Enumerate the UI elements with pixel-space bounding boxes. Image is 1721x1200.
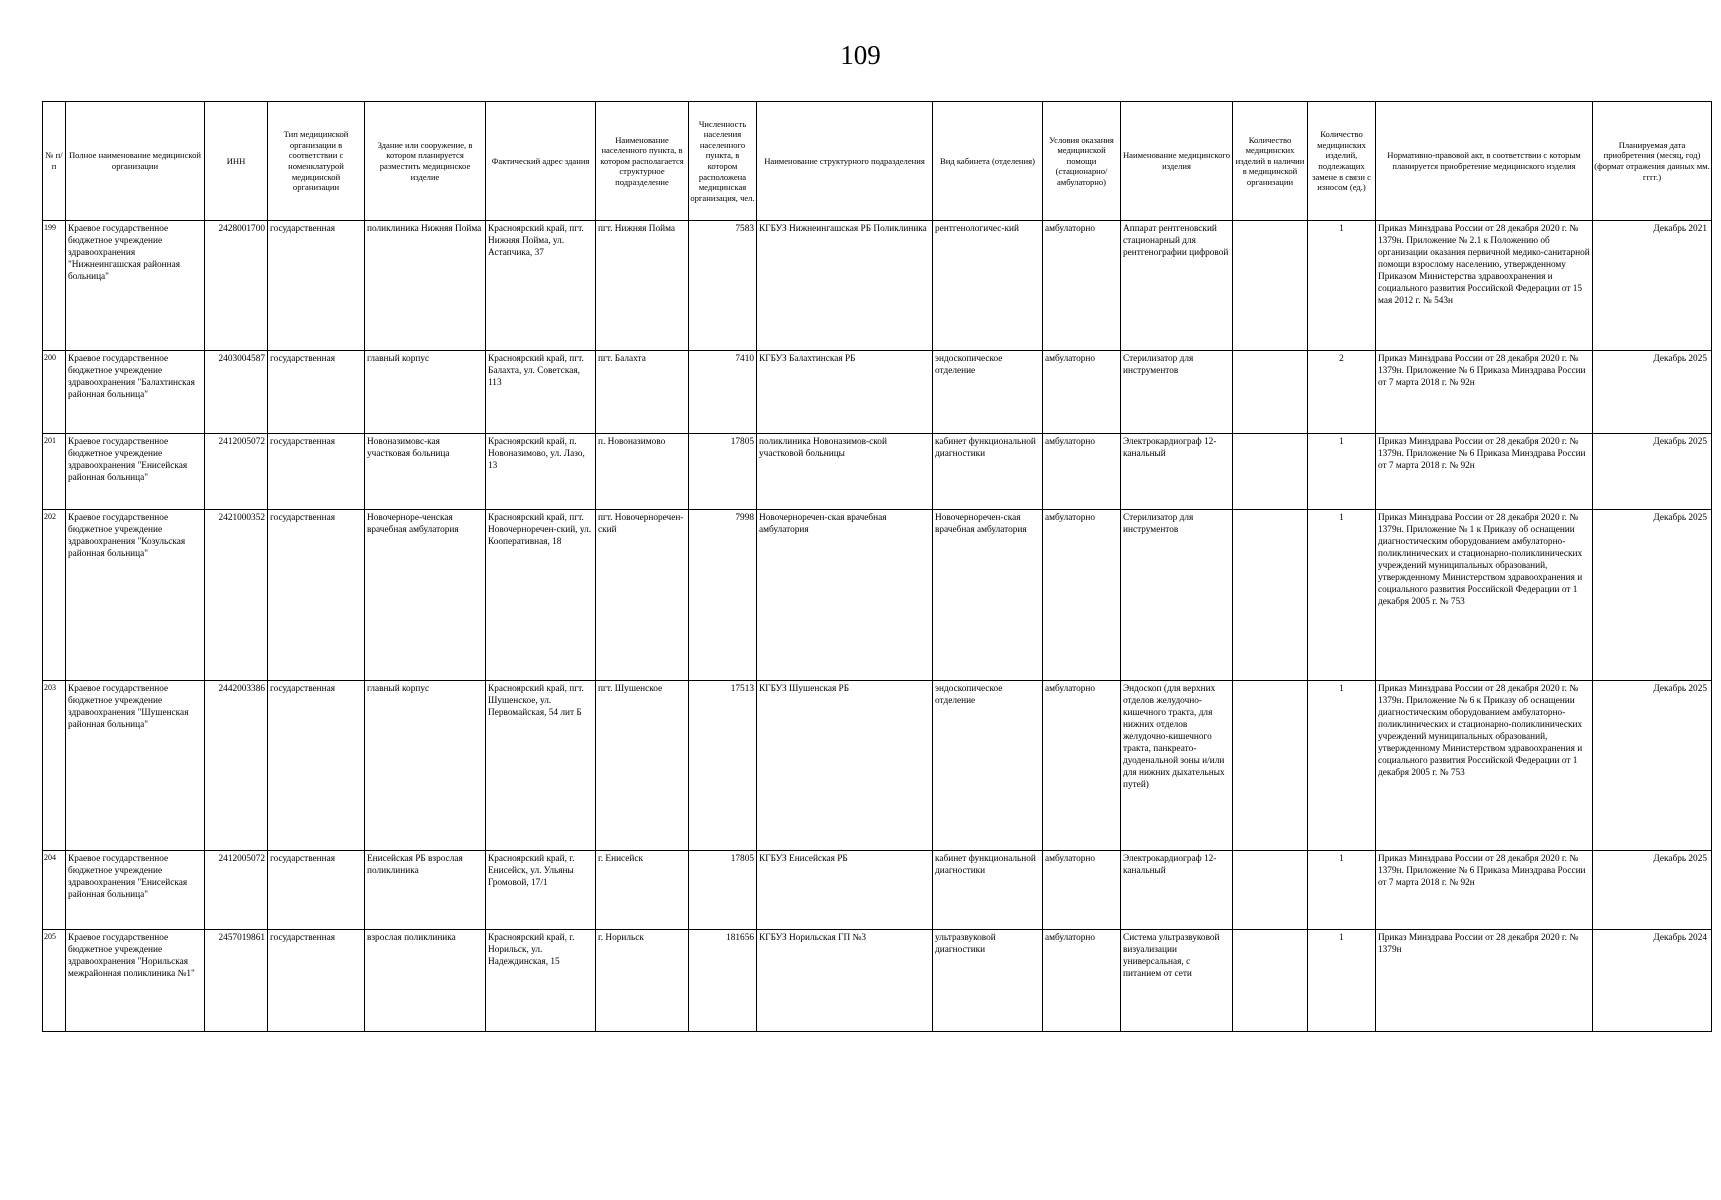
locality: пгт. Балахта (596, 351, 689, 434)
row-number: 199 (43, 221, 66, 351)
org-name: Краевое государственное бюджетное учреждение здравоохранения "Балахтинская районная больница" (66, 351, 205, 434)
planned-date: Декабрь 2025 (1593, 510, 1712, 681)
header-cell: № п/п (43, 102, 66, 221)
table-row (43, 930, 1712, 1032)
population: 7583 (689, 221, 757, 351)
header-cell: Наименование структурного подразделения (757, 102, 933, 221)
org-type: государственная (268, 351, 365, 434)
unit: поликлиника Новоназимов-ской участковой больницы (757, 434, 933, 510)
unit: КГБУЗ Балахтинская РБ (757, 351, 933, 434)
replace-count: 2 (1308, 351, 1376, 434)
row-number: 201 (43, 434, 66, 510)
legal-act: Приказ Минздрава России от 28 декабря 2020 г. № 1379н. Приложение № 6 к Приказу об оснащении диагностическим оборудованием амбулаторно-поликлинических и стационарно-поликлинических учреждений муниципальных образований, утвержденному Министерством здравоохранения и социального развития Российской Федерации от 1 декабря 2005 г. № 753 (1376, 681, 1593, 851)
row-number: 202 (43, 510, 66, 681)
org-name: Краевое государственное бюджетное учреждение здравоохранения "Козульская районная больница" (66, 510, 205, 681)
conditions: амбулаторно (1043, 681, 1121, 851)
org-type: государственная (268, 221, 365, 351)
address: Красноярский край, пгт. Новочерноречен-ский, ул. Кооперативная, 18 (486, 510, 596, 681)
building: взрослая поликлиника (365, 930, 486, 1032)
conditions: амбулаторно (1043, 930, 1121, 1032)
replace-count: 1 (1308, 930, 1376, 1032)
address: Красноярский край, г. Норильск, ул. Надеждинская, 15 (486, 930, 596, 1032)
inn: 2403004587 (205, 351, 268, 434)
device: Стерилизатор для инструментов (1121, 351, 1233, 434)
available-count (1233, 851, 1308, 930)
header-cell: Здание или сооружение, в котором планируется разместить медицинское изделие (365, 102, 486, 221)
unit: КГБУЗ Енисейская РБ (757, 851, 933, 930)
address: Красноярский край, г. Енисейск, ул. Ульяны Громовой, 17/1 (486, 851, 596, 930)
header-cell: Нормативно-правовой акт, в соответствии с которым планируется приобретение медицинского изделия (1376, 102, 1593, 221)
unit: КГБУЗ Норильская ГП №3 (757, 930, 933, 1032)
table-row (43, 851, 1712, 930)
available-count (1233, 351, 1308, 434)
address: Красноярский край, пгт. Шушенское, ул. Первомайская, 54 лит Б (486, 681, 596, 851)
cabinet: эндоскопическое отделение (933, 351, 1043, 434)
cabinet: ультразвуковой диагностики (933, 930, 1043, 1032)
device: Эндоскоп (для верхних отделов желудочно-кишечного тракта, для нижних отделов желудочно-кишечного тракта, панкреато-дуоденальной зоны и/или для нижних дыхательных путей) (1121, 681, 1233, 851)
planned-date: Декабрь 2025 (1593, 851, 1712, 930)
unit: КГБУЗ Нижнеингашская РБ Поликлиника (757, 221, 933, 351)
header-cell: Планируемая дата приобретения (месяц, год) (формат отражения данных мм. гггг.) (1593, 102, 1712, 221)
conditions: амбулаторно (1043, 434, 1121, 510)
header-cell: Наименование населенного пункта, в котором располагается структурное подразделение (596, 102, 689, 221)
device: Аппарат рентгеновский стационарный для рентгенографии цифровой (1121, 221, 1233, 351)
population: 17513 (689, 681, 757, 851)
conditions: амбулаторно (1043, 851, 1121, 930)
address: Красноярский край, пгт. Нижняя Пойма, ул. Астапчика, 37 (486, 221, 596, 351)
cabinet: кабинет функциональной диагностики (933, 434, 1043, 510)
header-cell: Полное наименование медицинской организации (66, 102, 205, 221)
org-name: Краевое государственное бюджетное учреждение здравоохранения "Енисейская районная больница" (66, 851, 205, 930)
locality: п. Новоназимово (596, 434, 689, 510)
device: Электрокардиограф 12-канальный (1121, 434, 1233, 510)
building: Новоназимовс-кая участковая больница (365, 434, 486, 510)
device: Электрокардиограф 12-канальный (1121, 851, 1233, 930)
org-name: Краевое государственное бюджетное учреждение здравоохранения "Енисейская районная больница" (66, 434, 205, 510)
planned-date: Декабрь 2025 (1593, 351, 1712, 434)
building: Енисейская РБ взрослая поликлиника (365, 851, 486, 930)
org-type: государственная (268, 510, 365, 681)
inn: 2421000352 (205, 510, 268, 681)
table-row (43, 221, 1712, 351)
row-number: 203 (43, 681, 66, 851)
header-cell: Наименование медицинского изделия (1121, 102, 1233, 221)
legal-act: Приказ Минздрава России от 28 декабря 2020 г. № 1379н. Приложение № 2.1 к Положению об организации оказания первичной медико-санитарной помощи взрослому населению, утвержденному Приказом Министерства здравоохранения и социального развития Российской Федерации от 15 мая 2012 г. № 543н (1376, 221, 1593, 351)
available-count (1233, 221, 1308, 351)
org-type: государственная (268, 851, 365, 930)
table-row (43, 351, 1712, 434)
table-row (43, 510, 1712, 681)
header-cell: Условия оказания медицинской помощи (стационарно/ амбулаторно) (1043, 102, 1121, 221)
replace-count: 1 (1308, 681, 1376, 851)
population: 17805 (689, 851, 757, 930)
available-count (1233, 510, 1308, 681)
inn: 2412005072 (205, 434, 268, 510)
planned-date: Декабрь 2025 (1593, 434, 1712, 510)
population: 17805 (689, 434, 757, 510)
locality: г. Енисейск (596, 851, 689, 930)
cabinet: эндоскопическое отделение (933, 681, 1043, 851)
inn: 2442003386 (205, 681, 268, 851)
cabinet: рентгенологичес-кий (933, 221, 1043, 351)
legal-act: Приказ Минздрава России от 28 декабря 2020 г. № 1379н. Приложение № 6 Приказа Минздрава России от 7 марта 2018 г. № 92н (1376, 434, 1593, 510)
header-cell: Вид кабинета (отделения) (933, 102, 1043, 221)
population: 7998 (689, 510, 757, 681)
planned-date: Декабрь 2021 (1593, 221, 1712, 351)
address: Красноярский край, пгт. Балахта, ул. Советская, 113 (486, 351, 596, 434)
table-row (43, 681, 1712, 851)
inn: 2412005072 (205, 851, 268, 930)
population: 7410 (689, 351, 757, 434)
org-name: Краевое государственное бюджетное учреждение здравоохранения "Норильская межрайонная поликлиника №1" (66, 930, 205, 1032)
cabinet: кабинет функциональной диагностики (933, 851, 1043, 930)
building: главный корпус (365, 351, 486, 434)
equipment-table (42, 101, 1712, 1032)
device: Система ультразвуковой визуализации универсальная, с питанием от сети (1121, 930, 1233, 1032)
unit: КГБУЗ Шушенская РБ (757, 681, 933, 851)
cabinet: Новочерноречен-ская врачебная амбулатория (933, 510, 1043, 681)
replace-count: 1 (1308, 510, 1376, 681)
org-type: государственная (268, 930, 365, 1032)
row-number: 200 (43, 351, 66, 434)
building: поликлиника Нижняя Пойма (365, 221, 486, 351)
building: Новочерноре-ченская врачебная амбулатория (365, 510, 486, 681)
header-cell: Фактический адрес здания (486, 102, 596, 221)
locality: пгт. Нижняя Пойма (596, 221, 689, 351)
address: Красноярский край, п. Новоназимово, ул. Лазо, 13 (486, 434, 596, 510)
available-count (1233, 434, 1308, 510)
header-cell: Количество медицинских изделий в наличии в медицинской организации (1233, 102, 1308, 221)
inn: 2457019861 (205, 930, 268, 1032)
header-cell: ИНН (205, 102, 268, 221)
table-row (43, 434, 1712, 510)
device: Стерилизатор для инструментов (1121, 510, 1233, 681)
inn: 2428001700 (205, 221, 268, 351)
page-number: 109 (840, 40, 881, 70)
replace-count: 1 (1308, 221, 1376, 351)
header-cell: Тип медицинской организации в соответствии с номенклатурой медицинской организации (268, 102, 365, 221)
building: главный корпус (365, 681, 486, 851)
conditions: амбулаторно (1043, 351, 1121, 434)
available-count (1233, 681, 1308, 851)
org-type: государственная (268, 681, 365, 851)
row-number: 204 (43, 851, 66, 930)
legal-act: Приказ Минздрава России от 28 декабря 2020 г. № 1379н. Приложение № 6 Приказа Минздрава России от 7 марта 2018 г. № 92н (1376, 851, 1593, 930)
replace-count: 1 (1308, 434, 1376, 510)
org-type: государственная (268, 434, 365, 510)
locality: г. Норильск (596, 930, 689, 1032)
legal-act: Приказ Минздрава России от 28 декабря 2020 г. № 1379н (1376, 930, 1593, 1032)
legal-act: Приказ Минздрава России от 28 декабря 2020 г. № 1379н. Приложение № 1 к Приказу об оснащении диагностическим оборудованием амбулаторно-поликлинических и стационарно-поликлинических учреждений муниципальных образований, утвержденному Министерством здравоохранения и социального развития Российской Федерации от 1 декабря 2005 г. № 753 (1376, 510, 1593, 681)
conditions: амбулаторно (1043, 510, 1121, 681)
unit: Новочерноречен-ская врачебная амбулатория (757, 510, 933, 681)
header-cell: Численность населения населенного пункта, в котором расположена медицинская организация, чел. (689, 102, 757, 221)
locality: пгт. Новочерноречен-ский (596, 510, 689, 681)
locality: пгт. Шушенское (596, 681, 689, 851)
planned-date: Декабрь 2024 (1593, 930, 1712, 1032)
replace-count: 1 (1308, 851, 1376, 930)
available-count (1233, 930, 1308, 1032)
header-cell: Количество медицинских изделий, подлежащих замене в связи с износом (ед.) (1308, 102, 1376, 221)
legal-act: Приказ Минздрава России от 28 декабря 2020 г. № 1379н. Приложение № 6 Приказа Минздрава России от 7 марта 2018 г. № 92н (1376, 351, 1593, 434)
row-number: 205 (43, 930, 66, 1032)
planned-date: Декабрь 2025 (1593, 681, 1712, 851)
population: 181656 (689, 930, 757, 1032)
conditions: амбулаторно (1043, 221, 1121, 351)
org-name: Краевое государственное бюджетное учреждение здравоохранения "Шушенская районная больница" (66, 681, 205, 851)
org-name: Краевое государственное бюджетное учреждение здравоохранения "Нижнеингашская районная больница" (66, 221, 205, 351)
header-row (43, 102, 1712, 221)
